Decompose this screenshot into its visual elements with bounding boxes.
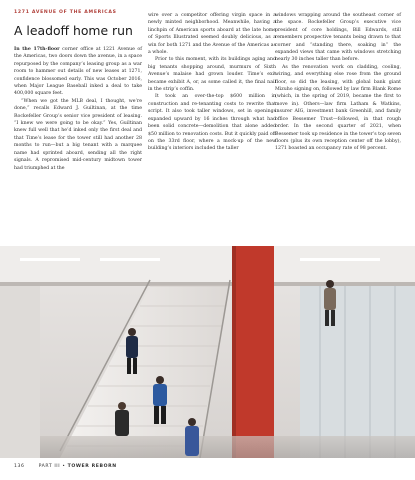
article-headline: A leadoff home run xyxy=(14,23,133,38)
bullet-separator: • xyxy=(62,464,66,469)
paragraph: It took an over-the-top $600 million in construction and re-tenanting costs to rewrite that script. It also took taller windows, set in openings expanded upward by 16 inches through what had been solid concrete—demolition that alone added $50 million to renovation costs. But it quickly paid off on the 33rd floor, where a mock-up of the new building’s interiors included the taller xyxy=(148,94,276,152)
text-column-2 xyxy=(148,12,276,153)
running-head: 1271 AVENUE OF THE AMERICAS xyxy=(14,10,117,15)
section-title: TOWER REBORN xyxy=(67,464,117,469)
paragraph: windows wrapping around the southeast corner of the space. Rockefeller Group’s executive vice president of core holdings, Bill Edwards, still remembers prospective tenants being drawn to that corner and “standing there, soaking in” the expanded views that came with windows stretching nearly 30 inches taller than before. xyxy=(275,13,401,63)
paragraph: wire over a competitor offering virgin space in a newly minted neighborhood. Meanwhile, having a linchpin of American sports aboard at the late home of Sports Illustrated seemed doubly delicious, as a win for both 1271 and the Avenue of the Americas as a whole. xyxy=(148,13,276,56)
paragraph-text: corner office at 1221 Avenue of the Americas, two doors down the avenue, in a space repurposed by the company’s leasing group as a war room to hammer out details of new leases at 1271, confidence blossomed early. This was October 2016, when Major League Baseball inked a deal to take 400,000 square feet. xyxy=(14,47,142,97)
staircase-illustration xyxy=(0,246,415,458)
lobby-staircase-photo xyxy=(0,246,415,458)
paragraph: “When we got the MLB deal, I thought, we’re done,” recalls Edward J. Guiltinan, at the time Rockefeller Group’s senior vice president of leasing. “I knew we were going to be okay.” Yes, Guiltinan knew full well that he’d inked only the first deal and that Time’s lease for the tower still had another 28 months to run—but a big tenant with a marquee name had sprinted aboard, sending all the right signals. A repromised mid-century midtown tower had triumphed at the xyxy=(14,98,142,171)
paragraph: Prior to this moment, with its buildings aging and big tenants shopping around, murmurs of Sixth Avenue’s malaise had grown louder. Time’s exit became exhibit A, or, as some called it, the final nail in the strip’s coffin. xyxy=(148,57,276,93)
text-column-3 xyxy=(275,12,401,153)
footer-part xyxy=(39,464,117,469)
part-label: PART III xyxy=(38,464,61,469)
page-footer xyxy=(14,464,117,469)
text-column-1 xyxy=(14,46,142,172)
page-number: 136 xyxy=(14,464,25,469)
lead-in: In the 17th-floor xyxy=(14,47,60,52)
paragraph: As the renovation work on cladding, cooling, wiring, and everything else rose from the ground floor, so did the leasing, with global bank giant Mizuho signing on, followed by law firm Blank Rome (which, in the spring of 2019, became the first to move in). Others—law firm Latham & Watkins, insurer AIG, investment bank Greenhill, and family office Bessemer Trust—followed, in that rough order. In the second quarter of 2021, when Bessemer took up residence in the tower’s top seven floors (plus its own reception center off the lobby), 1271 boasted an occupancy rate of 98 percent. xyxy=(275,64,401,152)
paragraph xyxy=(14,46,142,98)
